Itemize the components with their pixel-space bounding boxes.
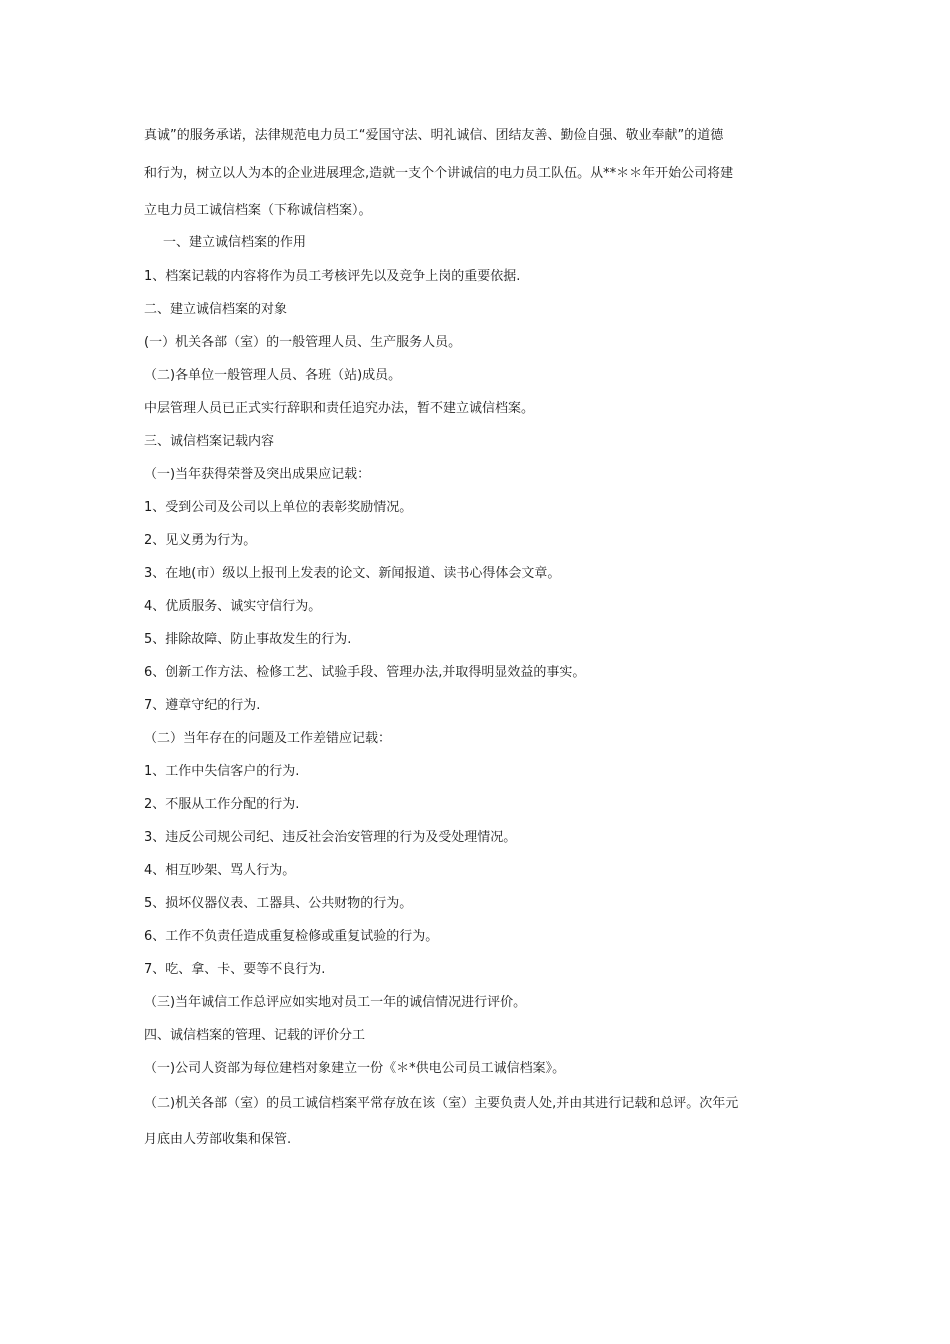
list-item: 2、见义勇为行为。: [144, 533, 257, 548]
subsection-heading: （三)当年诚信工作总评应如实地对员工一年的诚信情况进行评价。: [144, 995, 527, 1010]
paragraph-line: 月底由人劳部收集和保管.: [144, 1132, 292, 1147]
subsection-heading: （一)当年获得荣誉及突出成果应记载：: [144, 467, 371, 482]
list-item: 6、工作不负责任造成重复检修或重复试验的行为。: [144, 929, 439, 944]
paragraph-line: 和行为，树立以人为本的企业进展理念,造就一支个个讲诚信的电力员工队伍。从**＊＊年开始公司将建: [144, 166, 734, 181]
list-item: 1、档案记载的内容将作为员工考核评先以及竞争上岗的重要依据.: [144, 269, 521, 284]
list-item: (一）机关各部（室）的一般管理人员、生产服务人员。: [144, 335, 462, 350]
paragraph-line: 中层管理人员已正式实行辞职和责任追究办法，暂不建立诚信档案。: [144, 401, 535, 416]
subsection-heading: （二）当年存在的问题及工作差错应记载：: [144, 731, 392, 746]
section-heading: 二、建立诚信档案的对象: [144, 302, 288, 317]
list-item: 5、排除故障、防止事故发生的行为.: [144, 632, 352, 647]
paragraph-line: 真诚”的服务承诺，法律规范电力员工“爱国守法、明礼诚信、团结友善、勤俭自强、敬业奉献”的道德: [144, 128, 724, 143]
section-heading: 三、诚信档案记载内容: [144, 434, 275, 449]
list-item: 1、受到公司及公司以上单位的表彰奖励情况。: [144, 500, 413, 515]
section-heading: 一、建立诚信档案的作用: [163, 235, 307, 250]
list-item: 7、吃、拿、卡、要等不良行为.: [144, 962, 326, 977]
section-heading: 四、诚信档案的管理、记载的评价分工: [144, 1028, 366, 1043]
list-item: 4、相互吵架、骂人行为。: [144, 863, 296, 878]
list-item: 3、违反公司规公司纪、违反社会治安管理的行为及受处理情况。: [144, 830, 517, 845]
list-item: 6、创新工作方法、检修工艺、试验手段、管理办法,并取得明显效益的事实。: [144, 665, 586, 680]
list-item: （二)各单位一般管理人员、各班（站)成员。: [144, 368, 402, 383]
list-item: 5、损坏仪器仪表、工器具、公共财物的行为。: [144, 896, 413, 911]
paragraph-line: 立电力员工诚信档案（下称诚信档案）。: [144, 203, 372, 218]
list-item: 3、在地(市）级以上报刊上发表的论文、新闻报道、读书心得体会文章。: [144, 566, 561, 581]
list-item: （一)公司人资部为每位建档对象建立一份《＊*供电公司员工诚信档案》。: [144, 1061, 566, 1076]
list-item: 1、工作中失信客户的行为.: [144, 764, 300, 779]
paragraph-line: （二)机关各部（室）的员工诚信档案平常存放在该（室）主要负责人处,并由其进行记载和总评。次年元: [144, 1096, 739, 1111]
list-item: 7、遵章守纪的行为.: [144, 698, 261, 713]
list-item: 2、不服从工作分配的行为.: [144, 797, 300, 812]
list-item: 4、优质服务、诚实守信行为。: [144, 599, 322, 614]
